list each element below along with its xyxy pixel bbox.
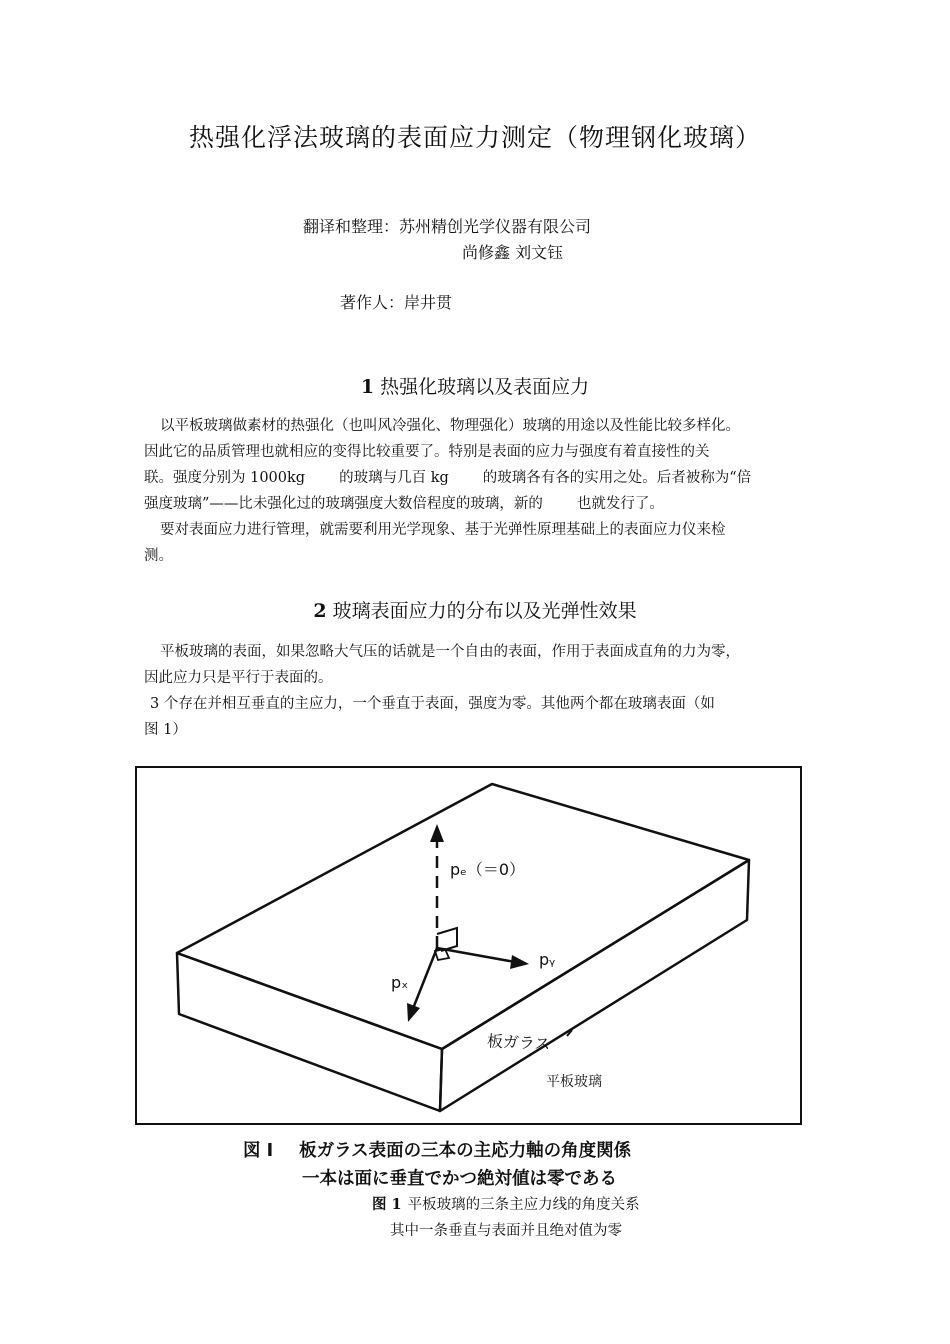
section1-line: 要对表面应力进行管理，就需要利用光学现象、基于光弹性原理基础上的表面应力仪来检 <box>160 522 726 538</box>
page-title: 热强化浮法玻璃的表面应力测定（物理钢化玻璃） <box>188 123 761 152</box>
jp-caption-num: 図 I <box>243 1141 274 1161</box>
section2-line: 因此应力只是平行于表面的。 <box>144 670 333 686</box>
section1-line: 强度玻璃”——比未强化过的玻璃强度大数倍程度的玻璃，新的 也就发行了。 <box>144 496 664 512</box>
section1-line: 测。 <box>144 548 173 564</box>
pz-arrow-icon <box>430 824 444 842</box>
cn-plate-label: 平板玻璃 <box>546 1074 602 1090</box>
translator-org: 苏州精创光学仪器有限公司 <box>399 217 592 236</box>
section2-number: 2 <box>313 600 327 622</box>
translator-line <box>303 214 591 237</box>
section1-line: 联。强度分别为 1000kg 的玻璃与几百 kg 的玻璃各有各的实用之处。后者被称为“倍 <box>144 470 752 486</box>
cn-caption-num: 图 1 <box>372 1196 402 1213</box>
px-axis <box>414 948 437 1006</box>
px-arrow-icon <box>407 1003 420 1022</box>
py-label: pᵧ <box>539 950 556 969</box>
section2-heading <box>0 596 950 623</box>
pz-label: pₑ（＝0） <box>450 860 526 879</box>
cn-caption-line2: 其中一条垂直与表面并且绝对值为零 <box>390 1223 622 1239</box>
translator-label: 翻译和整理： <box>303 217 400 236</box>
section1-body <box>144 413 809 569</box>
jp-caption-line1: 図 I 板ガラス表面の三本の主応力軸の角度関係 <box>243 1141 632 1161</box>
section1-title: 热强化玻璃以及表面应力 <box>380 376 590 398</box>
translator-names: 尚修鑫 刘文钰 <box>462 243 564 262</box>
cn-caption-line1: 图 1 平板玻璃的三条主应力线的角度关系 <box>372 1196 640 1213</box>
section1-line: 因此它的品质管理也就相应的变得比较重要了。特别是表面的应力与强度有着直接性的关 <box>144 444 710 460</box>
jp-caption-line2: 一本は面に垂直でかつ絶対値は零である <box>302 1169 617 1189</box>
section2-line: 图 1） <box>144 722 187 738</box>
section1-line: 以平板玻璃做素材的热强化（也叫风冷强化、物理强化）玻璃的用途以及性能比较多样化。 <box>160 418 740 434</box>
section2-title: 玻璃表面应力的分布以及光弹性效果 <box>332 600 637 622</box>
section2-line: 3 个存在并相互垂直的主应力，一个垂直于表面，强度为零。其他两个都在玻璃表面（如 <box>150 696 715 712</box>
author-line: 著作人：岸井贯 <box>340 293 453 312</box>
glass-plate-diagram <box>137 768 800 1123</box>
figure-frame <box>135 766 802 1125</box>
py-arrow-icon <box>510 955 529 969</box>
section1-heading <box>0 372 950 399</box>
section2-body <box>144 639 809 743</box>
px-label: pₓ <box>391 973 409 992</box>
section2-line: 平板玻璃的表面，如果忽略大气压的话就是一个自由的表面，作用于表面成直角的力为零， <box>160 644 740 660</box>
py-axis <box>437 948 515 962</box>
section1-number: 1 <box>360 376 375 398</box>
jp-plate-label: 板ガラス <box>486 1031 551 1054</box>
